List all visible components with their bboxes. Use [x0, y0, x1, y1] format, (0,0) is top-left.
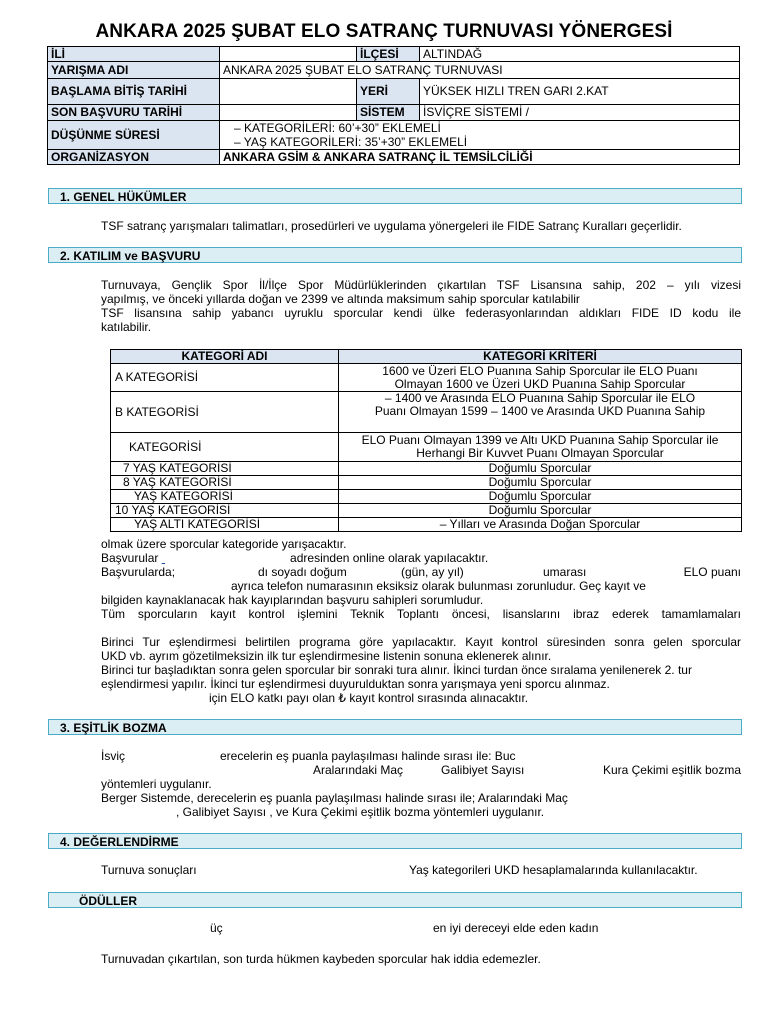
- yarisma-label: YARIŞMA ADI: [48, 62, 220, 79]
- info-table: [47, 46, 740, 165]
- text-segment: en iyi dereceyi elde eden kadın: [433, 921, 599, 935]
- category-criteria: Doğumlu Sporcular: [339, 462, 742, 476]
- text-segment: ELO puanı: [683, 565, 741, 579]
- yarisma-value: ANKARA 2025 ŞUBAT ELO SATRANÇ TURNUVASI: [220, 62, 740, 79]
- text-segment: (gün, ay yıl): [401, 565, 464, 579]
- category-criteria: [339, 433, 742, 462]
- son-basvuru-label: SON BAŞVURU TARİHİ: [48, 105, 220, 121]
- degerlendirme-paragraph: [101, 863, 741, 877]
- text-segment: İsviç: [101, 749, 125, 763]
- after-line-2: [101, 551, 741, 565]
- criteria-line: Herhangi Bir Kuvvet Puanı Olmayan Sporcular: [416, 446, 664, 460]
- after-line-1: olmak üzere sporcular kategoride yarışacaktır.: [101, 537, 347, 551]
- after-line-6: Tüm sporcuların kayıt kontrol işlemini Teknik Toplantı öncesi, lisanslarını ibraz ederek tamamlamaları: [101, 607, 741, 621]
- table-row: [111, 476, 742, 490]
- category-criteria: [339, 392, 742, 433]
- section-genel-hukumler: 1. GENEL HÜKÜMLER: [48, 188, 742, 204]
- baslama-value: [220, 79, 357, 105]
- after-line-11: için ELO katkı payı olan ₺ kayıt kontrol sırasında alınacaktır.: [209, 691, 529, 705]
- org-value: ANKARA GSİM & ANKARA SATRANÇ İL TEMSİLCİLİĞİ: [220, 150, 740, 165]
- text-segment: Başvurularda;: [101, 565, 176, 579]
- sistem-label: SİSTEM: [357, 105, 420, 121]
- text-segment: erecelerin eş puanla paylaşılması halinde sırası ile: Buc: [220, 749, 516, 763]
- table-row: [111, 433, 742, 462]
- esitlik-line-5: , Galibiyet Sayısı , ve Kura Çekimi eşitlik bozma yöntemleri uygulanır.: [176, 805, 545, 819]
- katilim-line-4: katılabilir.: [101, 320, 152, 334]
- yeri-label: YERİ: [357, 79, 420, 105]
- criteria-line: Puanı Olmayan 1599 – 1400 ve Arasında UKD Puanına Sahip: [374, 404, 706, 418]
- oduller-line-1: [101, 921, 741, 935]
- blank-line: [101, 621, 741, 635]
- dusunme-line-1: – KATEGORİLERİ: 60’+30” EKLEMELİ: [234, 121, 441, 135]
- katilim-line-2: yapılmış, ve önceki yıllarda doğan ve 2399 ve altında maksimum sahip sporcular katılabilir: [101, 292, 580, 306]
- category-name: 10 YAŞ KATEGORİSİ: [111, 504, 339, 518]
- after-line-9: Birinci tur başladıktan sonra gelen sporcular bir sonraki tura alınır. İkinci turdan önce sıralama yenilenerek 2. tur: [101, 663, 692, 677]
- category-header-criteria: KATEGORİ KRİTERİ: [339, 350, 742, 364]
- text-segment: dı soyadı doğum: [258, 565, 347, 579]
- section-katilim: 2. KATILIM ve BAŞVURU: [48, 247, 742, 263]
- baslama-label: BAŞLAMA BİTİŞ TARİHİ: [48, 79, 220, 105]
- category-name: 7 YAŞ KATEGORİSİ: [111, 462, 339, 476]
- table-row: [111, 364, 742, 392]
- application-link[interactable]: [162, 551, 287, 565]
- after-line-8: UKD vb. ayrım gözetilmeksizin ilk tur eşlendirmesine listenin sonuna eklenerek alınır.: [101, 649, 552, 663]
- section-degerlendirme: 4. DEĞERLENDİRME: [48, 833, 742, 849]
- son-basvuru-value: [220, 105, 357, 121]
- category-criteria: – Yılları ve Arasında Doğan Sporcular: [339, 518, 742, 532]
- criteria-line: Olmayan 1600 ve Üzeri UKD Puanına Sahip Sporcular: [394, 376, 686, 391]
- category-criteria: Doğumlu Sporcular: [339, 490, 742, 504]
- criteria-line: 1600 ve Üzeri ELO Puanına Sahip Sporcular ile ELO Puanı: [382, 363, 698, 378]
- text-segment: umarası: [543, 565, 587, 579]
- category-name: YAŞ ALTI KATEGORİSİ: [111, 518, 339, 532]
- esitlik-line-4: Berger Sistemde, derecelerin eş puanla paylaşılması halinde sırası ile; Aralarındaki Maç: [101, 791, 568, 805]
- katilim-line-3: TSF lisansına sahip yabancı uyruklu sporcular kendi ülke federasyonlarından aldıkları FIDE ID kodu ile: [101, 306, 741, 320]
- org-label: ORGANİZASYON: [48, 150, 220, 165]
- after-line-10: eşlendirmesi yapılır. İkinci tur eşlendirmesi duyurulduktan sonra yarışmaya yeni sporcu alınmaz.: [101, 677, 610, 691]
- section-esitlik: 3. EŞİTLİK BOZMA: [48, 719, 742, 735]
- oduller-line-2: Turnuvadan çıkartılan, son turda hükmen kaybeden sporcular hak iddia edemezler.: [101, 952, 541, 966]
- after-line-5: bilgiden kaynaklanacak hak kayıplarından başvuru sahipleri sorumludur.: [101, 593, 484, 607]
- text-segment: Galibiyet Sayısı: [441, 763, 525, 777]
- dusunme-line-2: – YAŞ KATEGORİLERİ: 35’+30” EKLEMELİ: [234, 135, 468, 149]
- basvuru-text: adresinden online olarak yapılacaktır.: [290, 551, 489, 565]
- section-oduller: ÖDÜLLER: [48, 892, 742, 908]
- category-header-name: KATEGORİ ADI: [111, 350, 339, 364]
- table-row: [111, 490, 742, 504]
- table-row: [111, 518, 742, 532]
- table-row: [111, 462, 742, 476]
- ili-value: [220, 47, 357, 62]
- text-segment: üç: [210, 921, 223, 935]
- text-segment: Kura Çekimi eşitlik bozma: [602, 763, 741, 777]
- yeri-value: YÜKSEK HIZLI TREN GARI 2.KAT: [420, 79, 740, 105]
- category-name: B KATEGORİSİ: [111, 392, 339, 433]
- category-name: YAŞ KATEGORİSİ: [111, 490, 339, 504]
- katilim-paragraph: [101, 278, 741, 334]
- document-title: ANKARA 2025 ŞUBAT ELO SATRANÇ TURNUVASI YÖNERGESİ: [95, 21, 673, 42]
- basvuru-label: Başvurular: [101, 551, 159, 565]
- esitlik-line-2: [101, 763, 741, 777]
- after-line-3: [101, 565, 741, 579]
- after-table-paragraph: [101, 537, 741, 705]
- category-name: KATEGORİSİ: [111, 433, 339, 462]
- text-segment: Aralarındaki Maç: [313, 763, 404, 777]
- esitlik-line-1: [101, 749, 741, 763]
- esitlik-paragraph: [101, 749, 741, 819]
- ilcesi-label: İLÇESİ: [357, 47, 420, 62]
- table-row: [111, 392, 742, 433]
- category-criteria: Doğumlu Sporcular: [339, 504, 742, 518]
- dusunme-label: DÜŞÜNME SÜRESİ: [48, 121, 220, 150]
- category-criteria: Doğumlu Sporcular: [339, 476, 742, 490]
- katilim-line-1: Turnuvaya, Gençlik Spor İl/İlçe Spor Müdürlüklerinden çıkartılan TSF Lisansına sahip, 202 – yılı vizesi: [101, 278, 741, 292]
- esitlik-line-3: yöntemleri uygulanır.: [101, 777, 212, 791]
- category-name: A KATEGORİSİ: [111, 364, 339, 392]
- dusunme-value: [220, 121, 740, 150]
- category-criteria: [339, 364, 742, 392]
- sistem-value: İSVİÇRE SİSTEMİ /: [420, 105, 740, 121]
- criteria-line: ELO Puanı Olmayan 1399 ve Altı UKD Puanına Sahip Sporcular ile: [361, 433, 719, 447]
- after-line-4: ayrıca telefon numarasının eksiksiz olarak bulunması zorunludur. Geç kayıt ve: [231, 579, 646, 593]
- ilcesi-value: ALTINDAĞ: [420, 47, 740, 62]
- text-segment: Yaş kategorileri UKD hesaplamalarında kullanılacaktır.: [409, 863, 698, 877]
- table-row: [111, 504, 742, 518]
- text-segment: Turnuva sonuçları: [101, 863, 197, 877]
- criteria-line: – 1400 ve Arasında ELO Puanına Sahip Sporcular ile ELO: [384, 391, 696, 405]
- ili-label: İLİ: [48, 47, 220, 62]
- category-name: 8 YAŞ KATEGORİSİ: [111, 476, 339, 490]
- genel-paragraph: TSF satranç yarışmaları talimatları, prosedürleri ve uygulama yönergeleri ile FIDE Satranç Kuralları geçerlidir.: [101, 219, 682, 233]
- category-table: [110, 349, 742, 532]
- after-line-7: Birinci Tur eşlendirmesi belirtilen programa göre yapılacaktır. Kayıt kontrol süresinden sonra gelen sporcular: [101, 635, 741, 649]
